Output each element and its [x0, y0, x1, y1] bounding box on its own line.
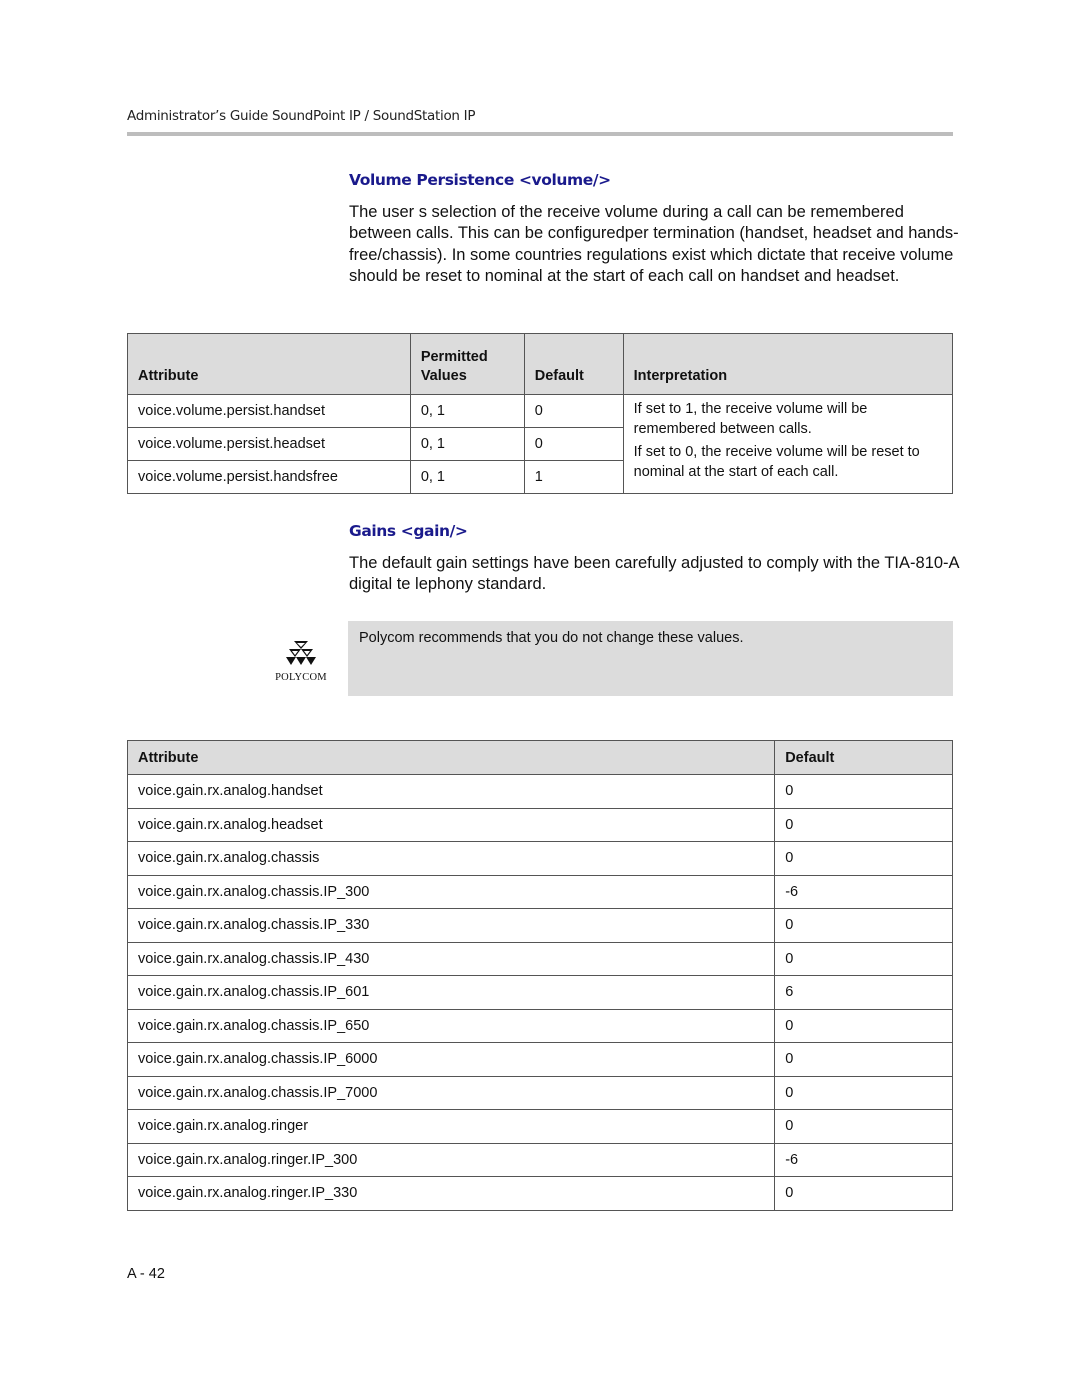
table-row: [128, 1076, 953, 1110]
default-cell: 0: [775, 1009, 953, 1043]
default-cell: 0: [775, 775, 953, 809]
table-row: [128, 842, 953, 876]
section-title-volume-persistence: Volume Persistence <volume/>: [349, 171, 611, 189]
permitted-values-cell: 0, 1: [410, 461, 524, 494]
permitted-values-cell: 0, 1: [410, 395, 524, 428]
attribute-cell: voice.gain.rx.analog.handset: [128, 775, 775, 809]
attribute-cell: voice.volume.persist.handsfree: [128, 461, 411, 494]
default-cell: 1: [524, 461, 623, 494]
default-cell: 6: [775, 976, 953, 1010]
table-row: [128, 1177, 953, 1211]
table-row: [128, 875, 953, 909]
table-header-row: [128, 741, 953, 775]
attribute-cell: voice.gain.rx.analog.chassis.IP_300: [128, 875, 775, 909]
column-header-attribute: Attribute: [128, 334, 411, 395]
table-row: [128, 1009, 953, 1043]
attribute-cell: voice.gain.rx.analog.chassis: [128, 842, 775, 876]
page-number: A - 42: [127, 1266, 165, 1282]
polycom-logo: [266, 640, 336, 683]
section-title-gains: Gains <gain/>: [349, 522, 468, 540]
header-permitted-line1: Permitted: [420, 349, 488, 365]
interpretation-line-1: If set to 1, the receive volume will be remembered between calls.: [633, 401, 868, 437]
interpretation-line-2: If set to 0, the receive volume will be reset to nominal at the start of each call.: [633, 444, 920, 480]
default-cell: 0: [524, 395, 623, 428]
attribute-cell: voice.gain.rx.analog.ringer.IP_330: [128, 1177, 775, 1211]
table-row: [128, 1143, 953, 1177]
polycom-logo-text: POLYCOM: [275, 672, 327, 683]
attribute-cell: voice.volume.persist.headset: [128, 428, 411, 461]
default-cell: 0: [775, 842, 953, 876]
gains-table: [127, 740, 953, 1211]
default-cell: 0: [775, 1043, 953, 1077]
attribute-cell: voice.gain.rx.analog.ringer.IP_300: [128, 1143, 775, 1177]
column-header-default: Default: [775, 741, 953, 775]
default-cell: 0: [775, 1076, 953, 1110]
default-cell: 0: [524, 428, 623, 461]
table-row: [128, 1110, 953, 1144]
default-cell: 0: [775, 1177, 953, 1211]
note-box: [348, 621, 953, 696]
running-header: Administrator’s Guide SoundPoint IP / SoundStation IP: [127, 108, 476, 124]
attribute-cell: voice.volume.persist.handset: [128, 395, 411, 428]
attribute-cell: voice.gain.rx.analog.ringer: [128, 1110, 775, 1144]
table-row: [128, 395, 953, 428]
attribute-cell: voice.gain.rx.analog.chassis.IP_430: [128, 942, 775, 976]
table-header-row: [128, 334, 953, 395]
interpretation-cell: [623, 395, 952, 494]
default-cell: 0: [775, 909, 953, 943]
attribute-cell: voice.gain.rx.analog.chassis.IP_330: [128, 909, 775, 943]
attribute-cell: voice.gain.rx.analog.headset: [128, 808, 775, 842]
attribute-cell: voice.gain.rx.analog.chassis.IP_6000: [128, 1043, 775, 1077]
table-row: [128, 808, 953, 842]
default-cell: 0: [775, 942, 953, 976]
default-cell: 0: [775, 1110, 953, 1144]
column-header-attribute: Attribute: [128, 741, 775, 775]
table-row: [128, 775, 953, 809]
column-header-permitted-values: [410, 334, 524, 395]
volume-persistence-table: [127, 333, 953, 494]
attribute-cell: voice.gain.rx.analog.chassis.IP_601: [128, 976, 775, 1010]
attribute-cell: voice.gain.rx.analog.chassis.IP_650: [128, 1009, 775, 1043]
default-cell: -6: [775, 875, 953, 909]
table-row: [128, 909, 953, 943]
table-row: [128, 942, 953, 976]
volume-description: The user s selection of the receive volume during a call can be remembered between calls. This can be configuredper termination (handset, headset and hands-free/chassis). In some countries regulations exist which dictate that receive volume should be reset to nominal at the start of each call on handset and headset.: [349, 203, 959, 285]
table-row: [128, 1043, 953, 1077]
default-cell: -6: [775, 1143, 953, 1177]
note-text: Polycom recommends that you do not change these values.: [359, 630, 744, 646]
header-permitted-line2: Values: [420, 368, 467, 384]
table-row: [128, 976, 953, 1010]
permitted-values-cell: 0, 1: [410, 428, 524, 461]
polycom-triangles-icon: [286, 640, 316, 666]
header-rule: [127, 132, 953, 136]
default-cell: 0: [775, 808, 953, 842]
gains-description: The default gain settings have been carefully adjusted to comply with the TIA-810-A digital te lephony standard.: [349, 554, 959, 594]
column-header-interpretation: Interpretation: [623, 334, 952, 395]
attribute-cell: voice.gain.rx.analog.chassis.IP_7000: [128, 1076, 775, 1110]
column-header-default: Default: [524, 334, 623, 395]
